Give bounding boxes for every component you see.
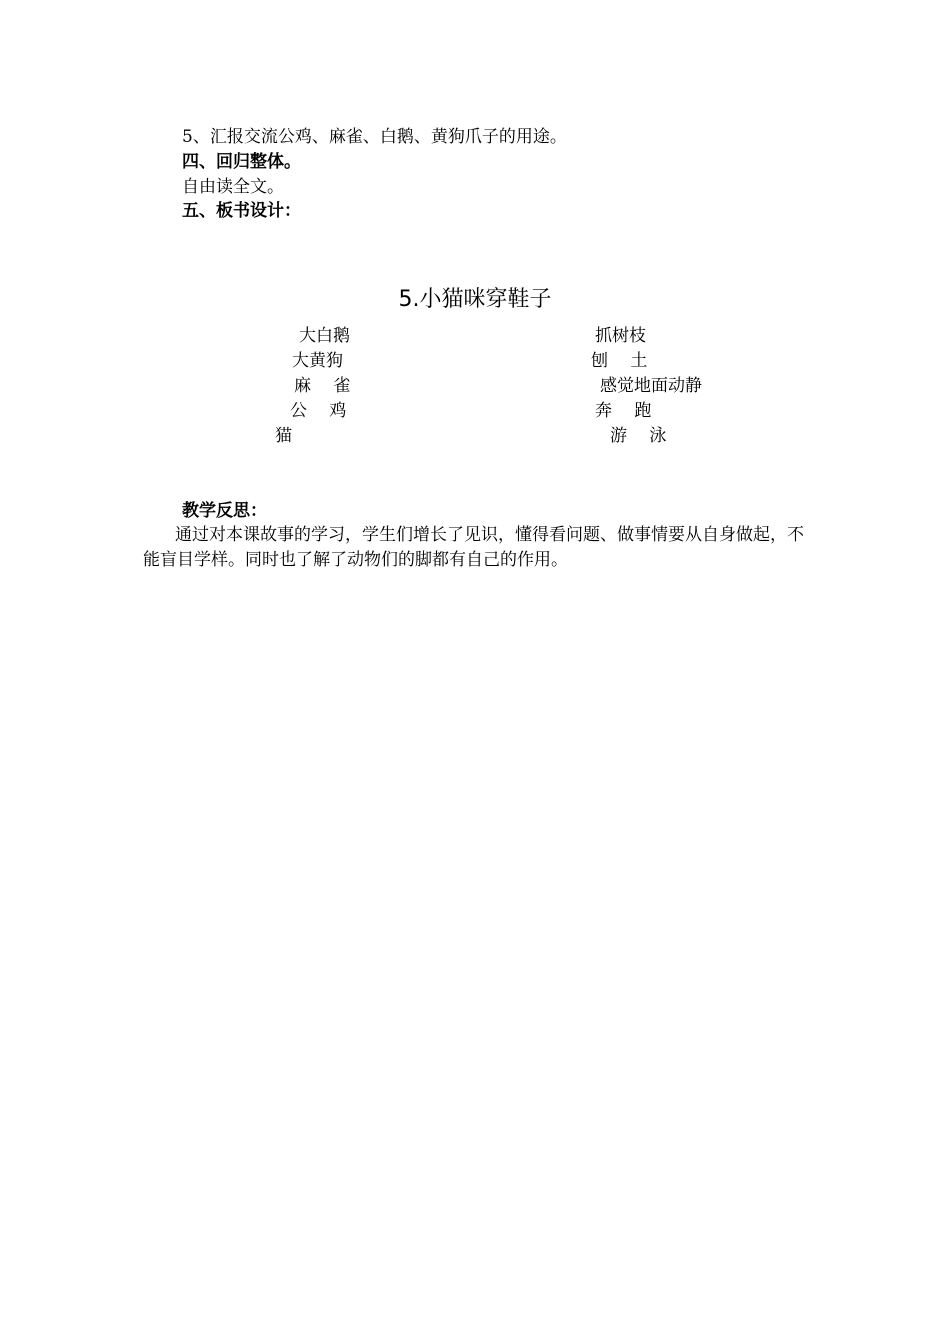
animal-sparrow: 麻 雀 — [294, 376, 351, 396]
action-swim: 游 泳 — [610, 426, 667, 446]
step-5-text: 5、汇报交流公鸡、麻雀、白鹅、黄狗爪子的用途。 — [182, 127, 567, 147]
animal-cat: 猫 — [275, 426, 292, 446]
reflection-heading: 教学反思： — [182, 501, 267, 521]
section-heading-4: 四、回归整体。 — [182, 152, 301, 172]
read-all-text: 自由读全文。 — [182, 177, 284, 197]
board-title: 5.小猫咪穿鞋子 — [398, 287, 552, 312]
reflection-paragraph — [143, 523, 813, 573]
action-grab-branch: 抓树枝 — [595, 326, 646, 346]
animal-rooster: 公 鸡 — [290, 401, 347, 421]
animal-goose: 大白鹅 — [299, 326, 350, 346]
animal-dog: 大黄狗 — [292, 351, 343, 371]
section-heading-5: 五、板书设计： — [182, 201, 301, 221]
reflection-text: 通过对本课故事的学习，学生们增长了见识，懂得看问题、做事情要从自身做起，不能盲目学样。同时也了解了动物们的脚都有自己的作用。 — [143, 525, 804, 570]
action-sense-ground: 感觉地面动静 — [600, 376, 702, 396]
action-run: 奔 跑 — [595, 401, 652, 421]
action-dig-soil: 刨 土 — [591, 351, 648, 371]
